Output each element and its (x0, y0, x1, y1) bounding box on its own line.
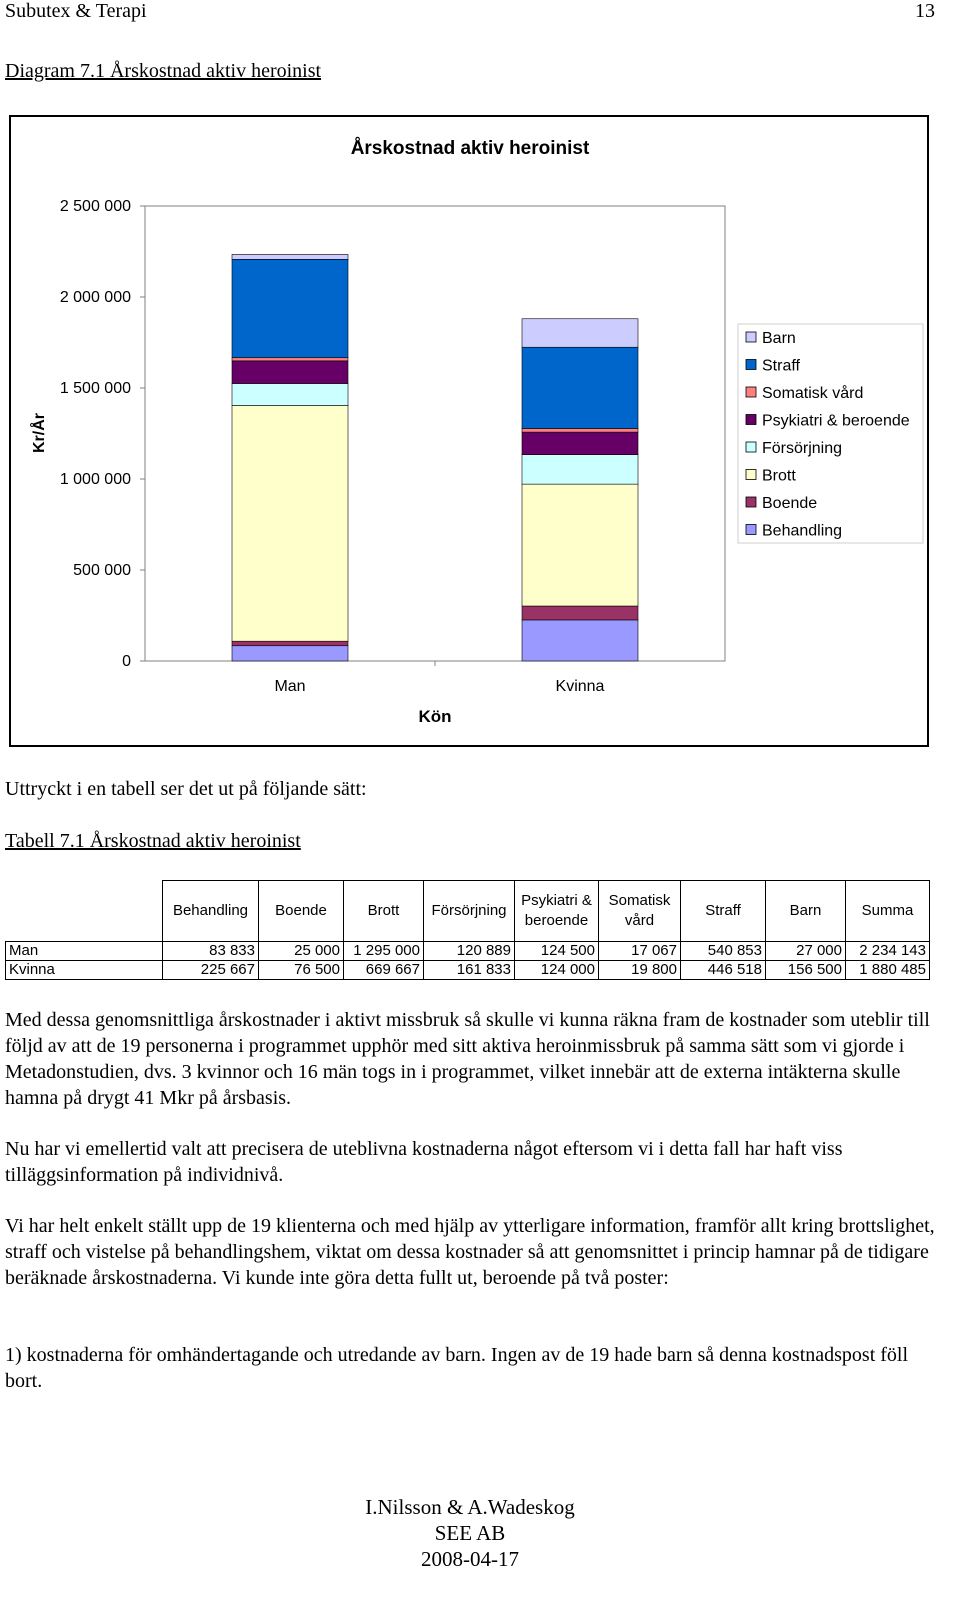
header-line: Boende (275, 902, 327, 919)
bar-segment (232, 641, 348, 646)
legend-label: Somatisk vård (762, 385, 864, 402)
table-row (6, 942, 930, 961)
legend-label: Behandling (762, 522, 843, 540)
x-tick-label: Kvinna (555, 678, 605, 695)
footer-date: 2008-04-17 (421, 1547, 519, 1571)
y-tick-label: 1 000 000 (59, 471, 131, 488)
table-corner (6, 881, 163, 942)
page-number: 13 (915, 0, 935, 22)
table-header-row (6, 881, 930, 942)
y-tick-label: 1 500 000 (59, 380, 131, 397)
table-cell: 446 518 (681, 961, 766, 980)
legend-label: Försörjning (762, 440, 843, 457)
table-header-cell (163, 881, 259, 942)
page-header-title: Subutex & Terapi (5, 0, 147, 22)
bar-segment (232, 259, 348, 357)
bar-segment (522, 319, 638, 347)
bar-segment (232, 254, 348, 259)
x-axis-label: Kön (418, 707, 452, 726)
table-header-cell (344, 881, 424, 942)
bar-segment (522, 484, 638, 606)
table-header-cell (515, 881, 599, 942)
header-line: Barn (789, 902, 822, 919)
footer-company: SEE AB (434, 1521, 506, 1545)
table-cell: 25 000 (259, 942, 344, 961)
table-cell: 1 880 485 (846, 961, 930, 980)
row-label: Kvinna (6, 961, 163, 980)
table-caption: Tabell 7.1 Årskostnad aktiv heroinist (5, 830, 301, 852)
paragraph-2: Nu har vi emellertid valt att precisera de uteblivna kostnaderna något eftersom vi i detta fall har haft viss tilläggsinformation på individnivå. (5, 1138, 843, 1186)
y-tick-label: 500 000 (73, 562, 131, 579)
bar-segment (232, 406, 348, 642)
legend-swatch (746, 387, 756, 397)
table-header-cell (681, 881, 766, 942)
chart-title: Årskostnad aktiv heroinist (350, 138, 590, 159)
bar-segment (232, 361, 348, 384)
paragraph-4: 1) kostnaderna för omhändertagande och utredande av barn. Ingen av de 19 hade barn så denna kostnadspost föll bort. (5, 1344, 909, 1392)
table-cell: 1 295 000 (344, 942, 424, 961)
bar-segment (232, 646, 348, 661)
header-line: Somatisk (608, 892, 671, 909)
table-cell: 225 667 (163, 961, 259, 980)
paragraph-3: Vi har helt enkelt ställt upp de 19 klienterna och med hjälp av ytterligare information, framför allt kring brottslighet, straff och vistelse på behandlingshem, viktat om dessa kostnader så att genomsnittet i princip hamnar på de tidigare beräknade årskostnaderna. Vi kunde inte göra detta fullt ut, beroende på två poster: (5, 1215, 935, 1289)
table-header-cell (259, 881, 344, 942)
legend-label: Boende (762, 495, 818, 512)
chart-legend (738, 324, 923, 543)
header-line: Psykiatri & (521, 892, 592, 909)
table-cell: 124 500 (515, 942, 599, 961)
legend-label: Barn (762, 330, 796, 347)
table-cell: 27 000 (766, 942, 846, 961)
header-line: Brott (367, 902, 400, 919)
legend-label: Straff (762, 357, 800, 375)
table-header-cell (599, 881, 681, 942)
diagram-caption: Diagram 7.1 Årskostnad aktiv heroinist (5, 60, 322, 82)
header-line: Straff (705, 902, 741, 919)
y-tick-label: 2 000 000 (59, 289, 131, 306)
header-line: Försörjning (431, 902, 507, 919)
table-cell: 540 853 (681, 942, 766, 961)
table-cell: 17 067 (599, 942, 681, 961)
y-tick-label: 2 500 000 (59, 198, 131, 215)
table-cell: 120 889 (424, 942, 515, 961)
legend-label: Psykiatri & beroende (762, 412, 910, 430)
table-row (6, 961, 930, 980)
table-cell: 669 667 (344, 961, 424, 980)
table-cell: 83 833 (163, 942, 259, 961)
bar-segment (522, 606, 638, 620)
table-cell: 76 500 (259, 961, 344, 980)
footer-authors: I.Nilsson & A.Wadeskog (365, 1495, 575, 1519)
y-axis-label: Kr/År (31, 412, 48, 454)
table-cell: 2 234 143 (846, 942, 930, 961)
bar-segment (522, 347, 638, 428)
table-cell: 156 500 (766, 961, 846, 980)
bar-segment (232, 358, 348, 361)
bar-segment (232, 384, 348, 406)
table-header-cell (424, 881, 515, 942)
row-label: Man (6, 942, 163, 961)
legend-label: Brott (762, 467, 796, 485)
x-tick-label: Man (274, 678, 306, 695)
table-cell: 161 833 (424, 961, 515, 980)
legend-swatch (746, 360, 756, 370)
legend-swatch (746, 442, 756, 452)
legend-swatch (746, 525, 756, 535)
bar-segment (522, 429, 638, 433)
table-cell: 19 800 (599, 961, 681, 980)
stacked-bar-chart (0, 0, 960, 760)
paragraph-1: Med dessa genomsnittliga årskostnader i aktivt missbruk så skulle vi kunna räkna fram de kostnader som uteblir till följd av att de 19 personerna i programmet upphör med sitt aktiva heroinmissbruk på samma sätt som vi gjorde i Metadonstudien, dvs. 3 kvinnor och 16 män togs in i programmet, vilket innebär att de externa intäkterna skulle hamna på drygt 41 Mkr på årsbasis. (5, 1009, 930, 1109)
bar-segment (522, 455, 638, 484)
legend-swatch (746, 332, 756, 342)
bar-segment (522, 620, 638, 661)
bar-segment (522, 432, 638, 455)
table-header-cell (846, 881, 930, 942)
header-line: beroende (524, 912, 589, 929)
legend-swatch (746, 497, 756, 507)
header-line: vård (624, 912, 655, 929)
table-header-cell (766, 881, 846, 942)
legend-swatch (746, 415, 756, 425)
header-line: Summa (861, 902, 914, 919)
table-cell: 124 000 (515, 961, 599, 980)
header-line: Behandling (172, 902, 249, 919)
intro-line: Uttryckt i en tabell ser det ut på följande sätt: (5, 778, 367, 800)
legend-swatch (746, 470, 756, 480)
cost-table (5, 880, 930, 980)
y-tick-label: 0 (122, 653, 131, 670)
